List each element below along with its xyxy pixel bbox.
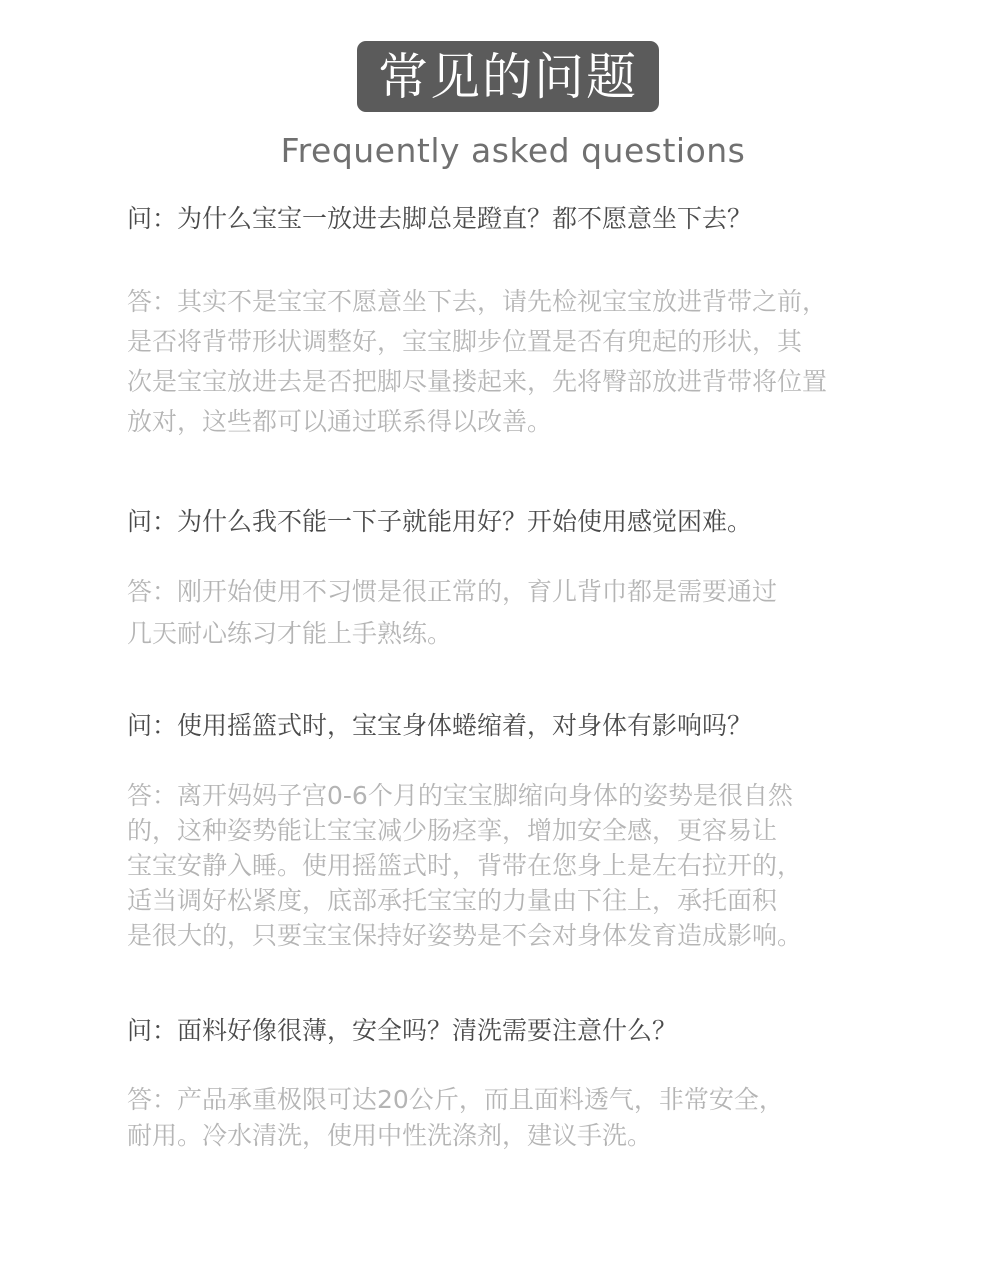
faq-question-2: 问：为什么我不能一下子就能用好？开始使用感觉困难。 (127, 507, 753, 536)
faq-question-4: 问：面料好像很薄，安全吗？清洗需要注意什么？ (127, 1016, 678, 1045)
answer-line: 次是宝宝放进去是否把脚尽量搂起来，先将臀部放进背带将位置 (127, 367, 828, 396)
answer-line: 答：其实不是宝宝不愿意坐下去，请先检视宝宝放进背带之前， (127, 287, 828, 316)
faq-answer-2 (127, 571, 777, 655)
answer-line: 的，这种姿势能让宝宝减少肠痉挛，增加安全感，更容易让 (127, 816, 778, 845)
answer-line: 是很大的，只要宝宝保持好姿势是不会对身体发育造成影响。 (127, 921, 803, 950)
faq-answer-4 (127, 1082, 784, 1154)
answer-line: 答：刚开始使用不习惯是很正常的，育儿背巾都是需要通过 (127, 577, 778, 606)
answer-line: 适当调好松紧度，底部承托宝宝的力量由下往上，承托面积 (127, 886, 778, 915)
answer-line: 宝宝安静入睡。使用摇篮式时，背带在您身上是左右拉开的， (127, 851, 803, 880)
faq-question-1: 问：为什么宝宝一放进去脚总是蹬直？都不愿意坐下去？ (127, 204, 753, 233)
faq-question-3: 问：使用摇篮式时，宝宝身体蜷缩着，对身体有影响吗？ (127, 711, 753, 740)
answer-line: 耐用。冷水清洗，使用中性洗涤剂，建议手洗。 (127, 1121, 653, 1150)
title-badge (357, 41, 659, 112)
page-subtitle: Frequently asked questions (280, 131, 746, 170)
answer-line: 是否将背带形状调整好，宝宝脚步位置是否有兜起的形状，其 (127, 327, 803, 356)
answer-line: 答：离开妈妈子宫0-6个月的宝宝脚缩向身体的姿势是很自然 (127, 781, 793, 810)
answer-line: 几天耐心练习才能上手熟练。 (127, 619, 453, 648)
answer-line: 答：产品承重极限可达20公斤，而且面料透气，非常安全， (127, 1085, 784, 1114)
faq-answer-3 (127, 778, 802, 953)
answer-line: 放对，这些都可以通过联系得以改善。 (127, 407, 553, 436)
page-title: 常见的问题 (378, 47, 638, 106)
faq-answer-1 (127, 282, 827, 442)
